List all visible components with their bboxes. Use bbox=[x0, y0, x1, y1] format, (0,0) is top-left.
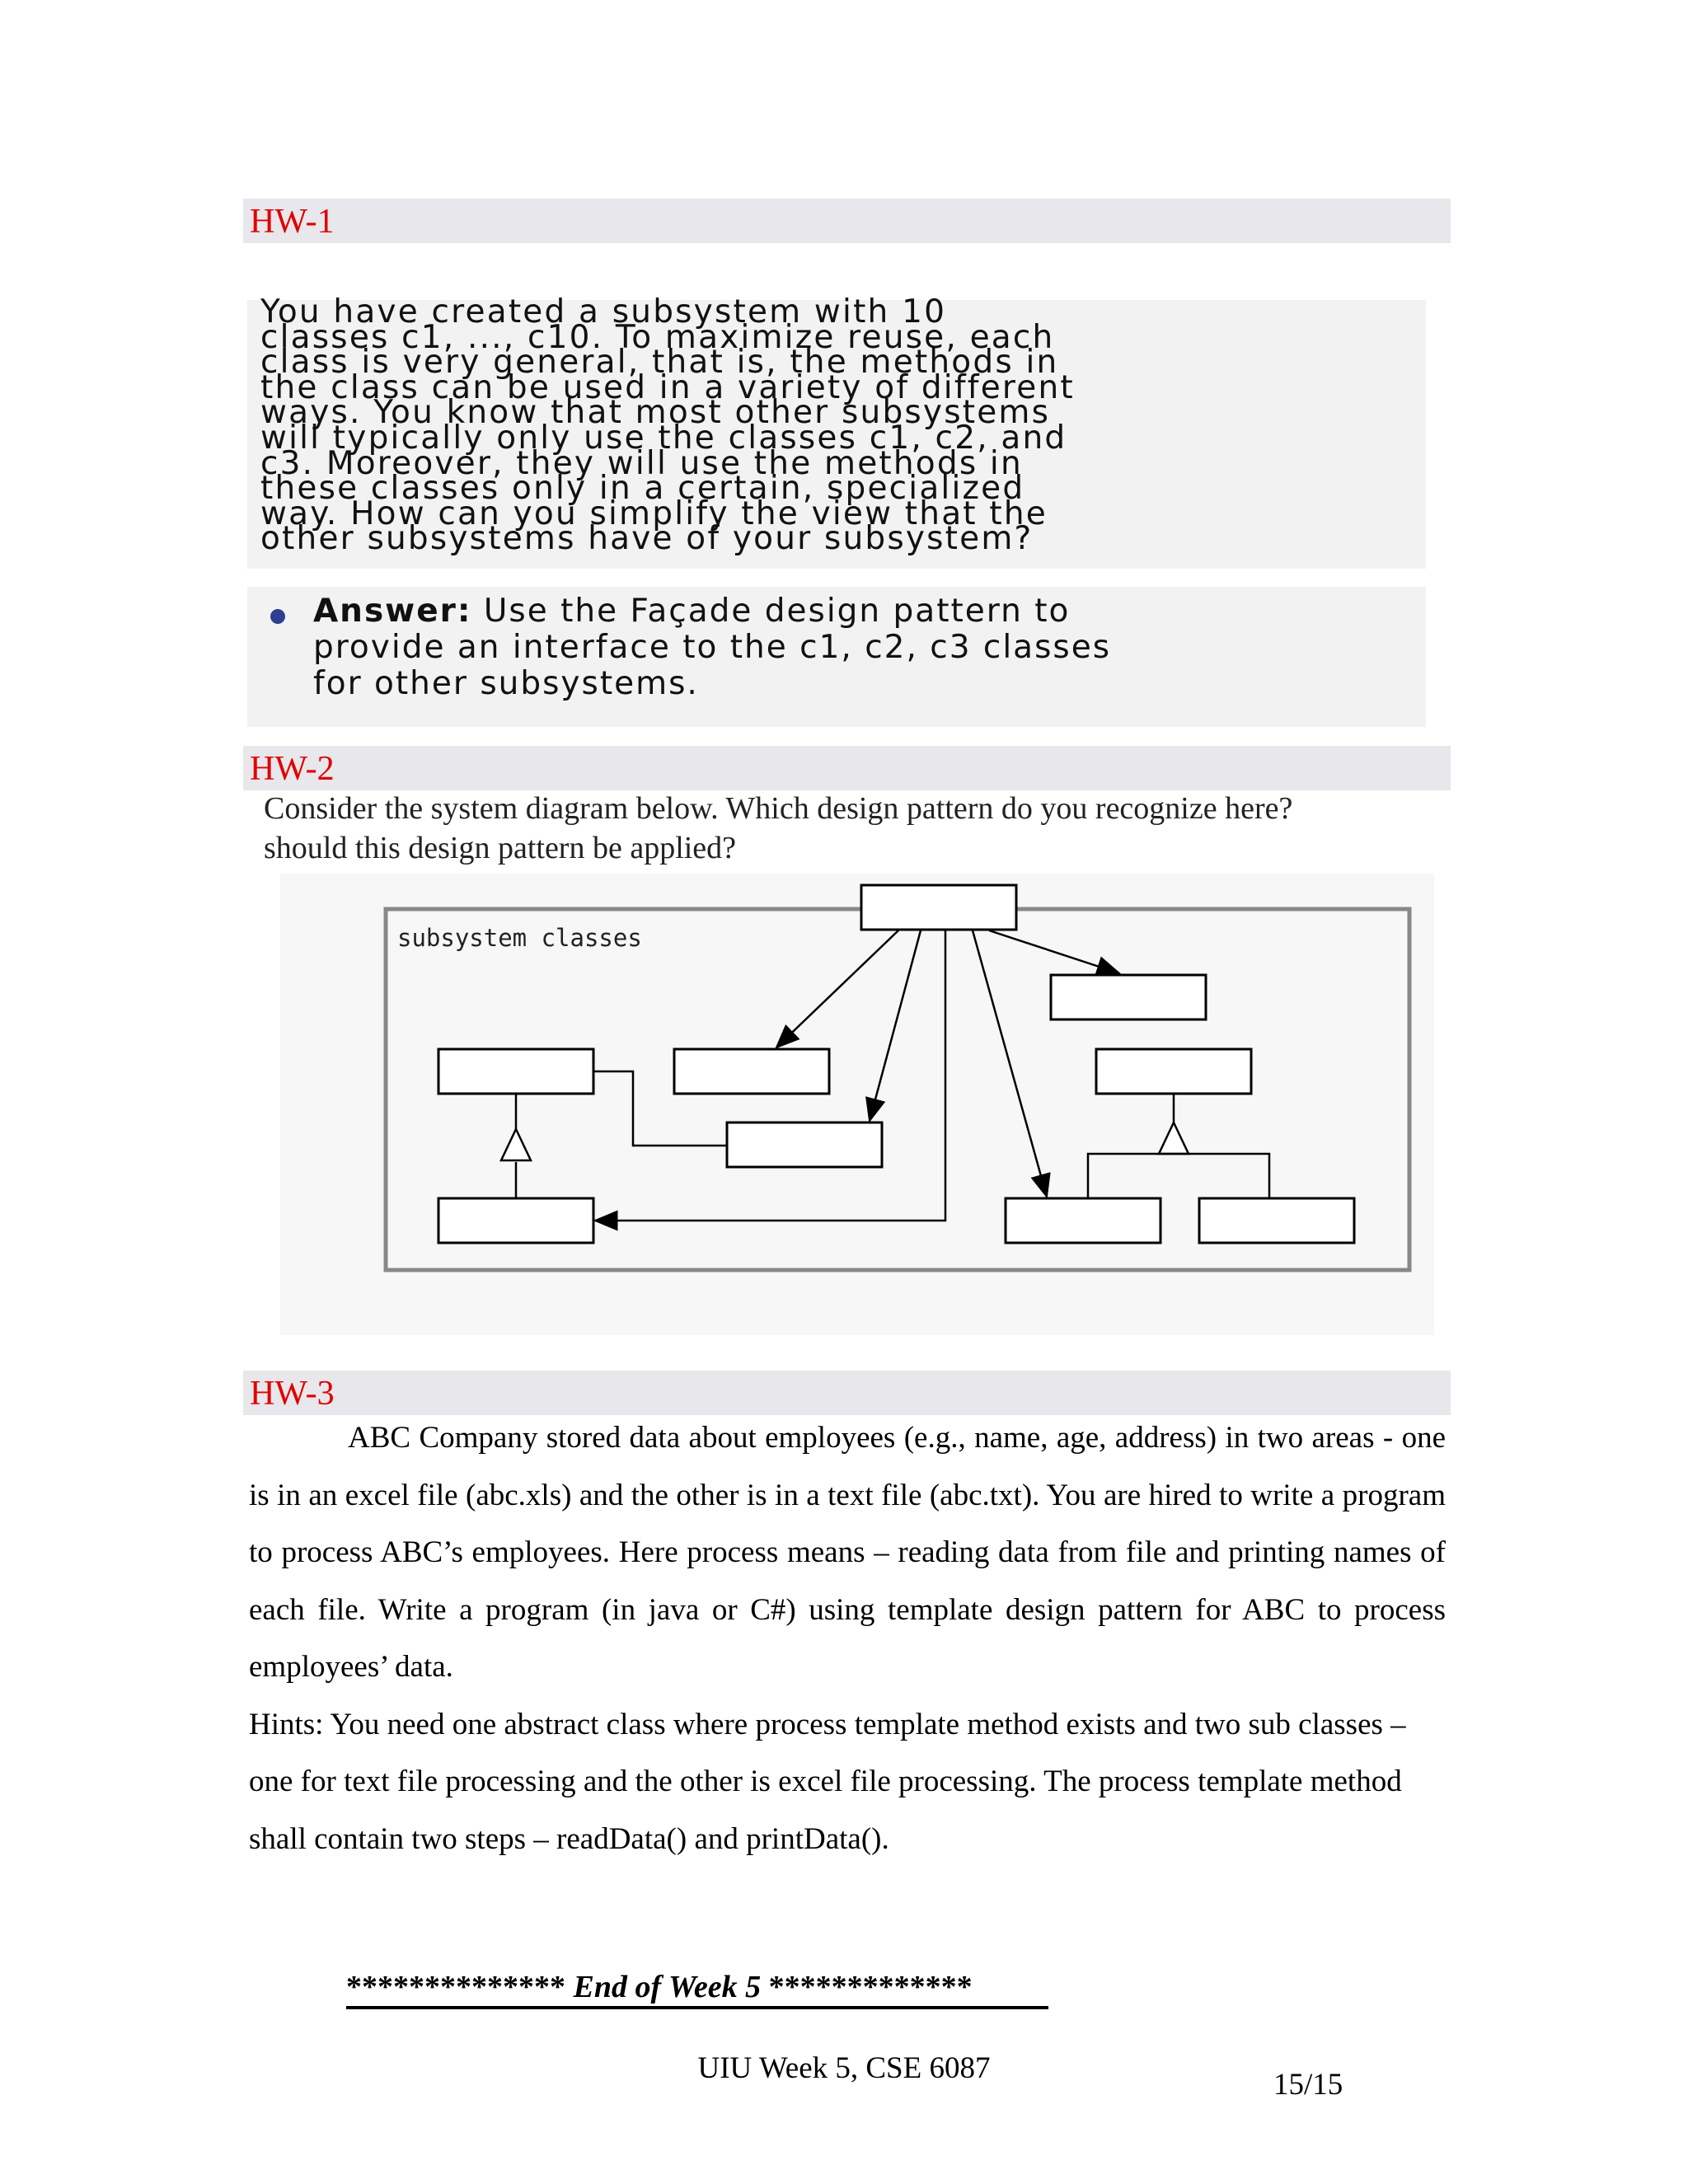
hw1-label: HW-1 bbox=[250, 203, 335, 241]
class-box-right-parent bbox=[1096, 1049, 1251, 1094]
class-box-right-child-b bbox=[1199, 1198, 1354, 1243]
hw3-hints: Hints: You need one abstract class where process template method exists and two sub classes – one for text file processing and the other is excel file processing. The process template method shall contain two steps – readData() and printData(). bbox=[249, 1707, 1406, 1856]
arrow-facade-to-center-lower bbox=[870, 930, 921, 1121]
hw3-paragraph: ABC Company stored data about employees (e.g., name, age, address) in two areas - one is in an excel file (abc.xls) and the other is in a text file (abc.txt). You are hired to write a program to process ABC’s employees. Here process means – reading data from file and printing names of each file. Write a program (in java or C#) using template design pattern for ABC to process employees’ data. bbox=[249, 1421, 1446, 1684]
hw2-label: HW-2 bbox=[250, 750, 335, 788]
class-box-left-child bbox=[438, 1198, 593, 1243]
page-number: 15/15 bbox=[1273, 2068, 1343, 2102]
end-of-week-text: End of Week 5 bbox=[573, 1970, 762, 2004]
subsystem-label: subsystem classes bbox=[397, 924, 642, 952]
class-box-left-parent bbox=[438, 1049, 593, 1094]
hw2-question-line1: Consider the system diagram below. Which design pattern do you recognize here? bbox=[264, 791, 1293, 826]
inheritance-left-triangle bbox=[501, 1129, 531, 1160]
hw1-answer-body: Use the Façade design pattern to provide an interface to the c1, c2, c3 classes for other subsystems. bbox=[313, 593, 1112, 702]
hw2-question-line2: should this design pattern be applied? bbox=[264, 831, 737, 865]
hw3-label: HW-3 bbox=[250, 1375, 335, 1413]
facade-class-box bbox=[861, 885, 1016, 930]
footer-course: UIU Week 5, CSE 6087 bbox=[697, 2051, 991, 2085]
class-box-center-lower bbox=[727, 1122, 882, 1167]
arrow-facade-to-right-child-a bbox=[973, 930, 1047, 1197]
hw1-question-text: You have created a subsystem with 10 classes c1, ..., c10. To maximize reuse, each class is very general, that is, the methods in the class can be used in a variety of different ways. You know that most other subsystems will typically only use the classes c1, c2, and c3. Moreover, they will use the methods in these classes only in a certain, specialized way. How can you simplify the view that the other subsystems have of your subsystem? bbox=[260, 293, 1075, 558]
end-stars-left: ************** bbox=[346, 1970, 574, 2004]
end-of-week-line bbox=[346, 1968, 1048, 2009]
end-stars-right: ************* bbox=[761, 1970, 973, 2004]
hw1-answer-label: Answer: bbox=[313, 593, 472, 630]
hw3-body bbox=[249, 1409, 1446, 1868]
class-box-right-child-a bbox=[1006, 1198, 1160, 1243]
inheritance-right-triangle bbox=[1159, 1122, 1189, 1154]
hw3-header-bar bbox=[243, 1371, 1451, 1415]
class-box-top-right bbox=[1051, 975, 1206, 1019]
arrow-facade-to-top-right bbox=[989, 930, 1119, 973]
class-box-middle bbox=[674, 1049, 829, 1094]
arrow-facade-to-middle bbox=[776, 930, 898, 1047]
inheritance-right-branch bbox=[1088, 1154, 1269, 1198]
